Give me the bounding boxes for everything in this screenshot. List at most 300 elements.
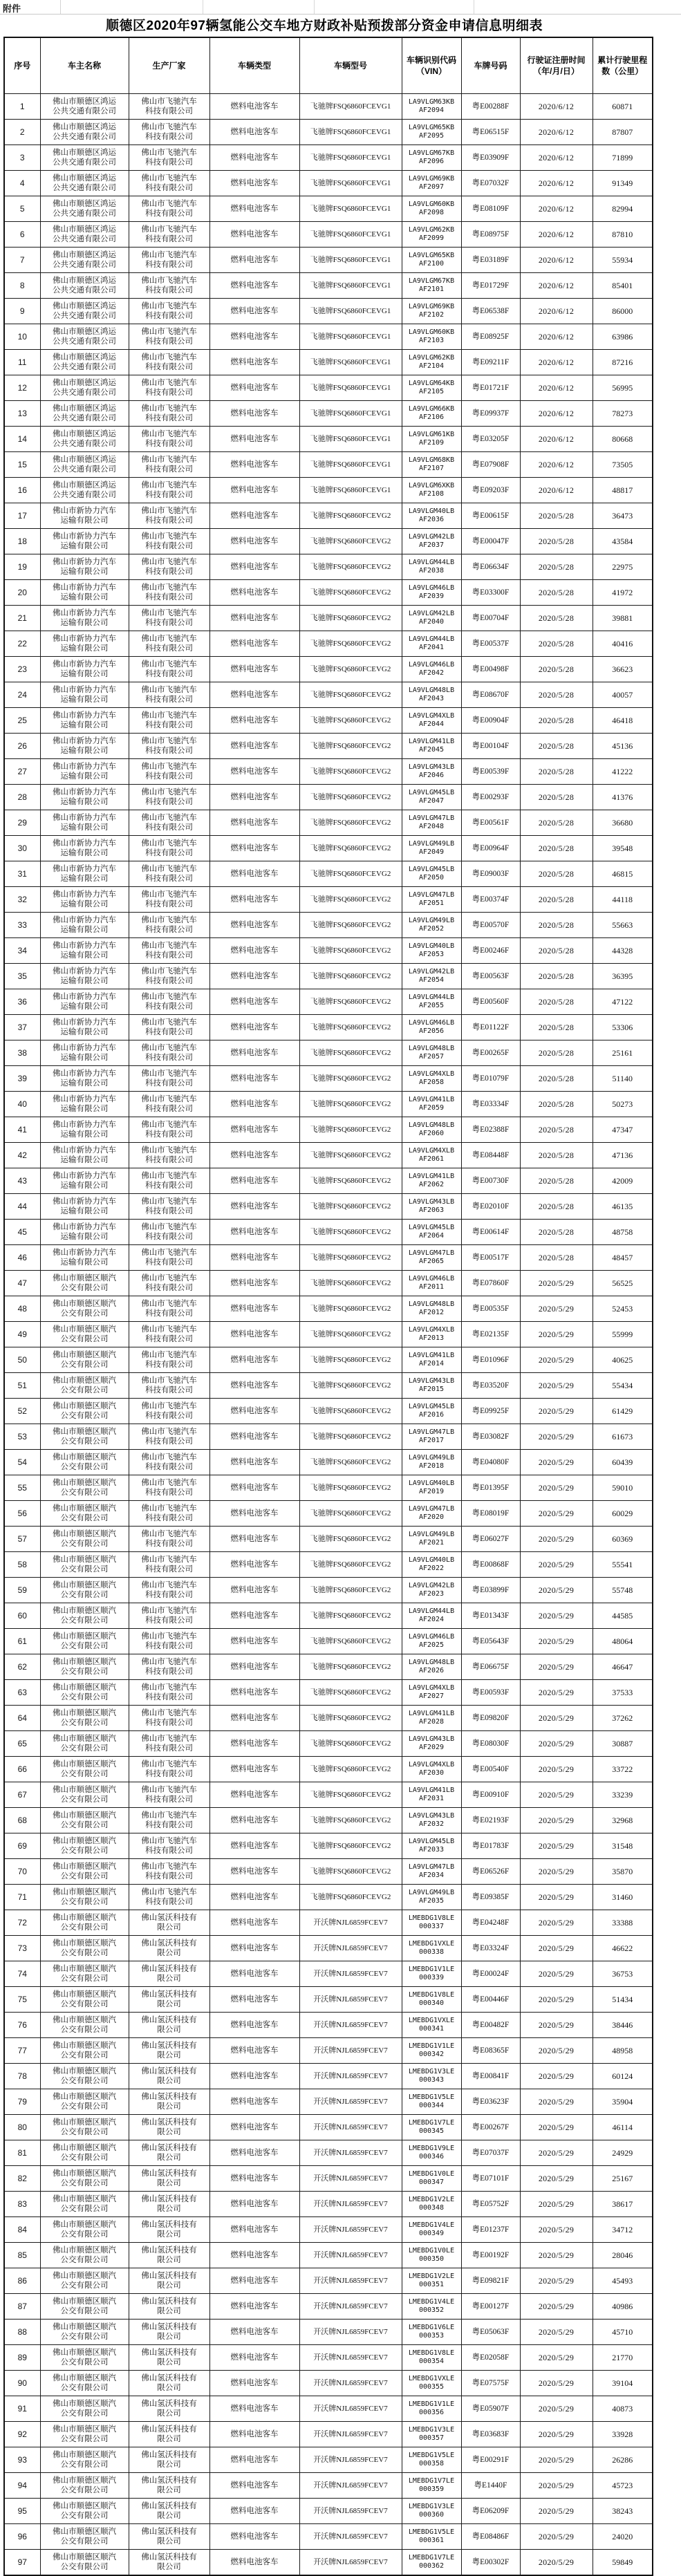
cell-owner: 佛山市顺德区顺汽公交有限公司 [40, 1910, 129, 1936]
cell-plate: 粤E00291F [461, 2447, 520, 2473]
table-row [4, 427, 653, 452]
table-row [4, 2140, 653, 2166]
cell-reg-date: 2020/5/28 [520, 606, 593, 631]
table-row [4, 1680, 653, 1706]
cell-seq: 11 [4, 350, 40, 375]
cell-vehicle-type: 燃料电池客车 [209, 989, 299, 1015]
cell-vin: LA9VLGM4XLBAF2027 [402, 1680, 461, 1706]
cell-reg-date: 2020/5/29 [520, 1501, 593, 1527]
cell-owner: 佛山市顺德区顺汽公交有限公司 [40, 1552, 129, 1578]
cell-owner: 佛山市顺德区顺汽公交有限公司 [40, 1808, 129, 1833]
cell-vehicle-type: 燃料电池客车 [209, 1347, 299, 1373]
cell-vehicle-type: 燃料电池客车 [209, 861, 299, 887]
cell-vin: LA9VLGM45LBAF2016 [402, 1399, 461, 1424]
table-row [4, 375, 653, 401]
cell-vehicle-type: 燃料电池客车 [209, 1475, 299, 1501]
cell-owner: 佛山市顺德区顺汽公交有限公司 [40, 2268, 129, 2294]
cell-reg-date: 2020/5/29 [520, 1629, 593, 1654]
cell-seq: 71 [4, 1885, 40, 1910]
table-row [4, 2499, 653, 2524]
cell-mileage: 40986 [593, 2294, 653, 2320]
cell-seq: 14 [4, 427, 40, 452]
cell-seq: 60 [4, 1603, 40, 1629]
cell-vin: LMEBDG1V8LE000340 [402, 1987, 461, 2013]
table-row [4, 1987, 653, 2013]
cell-reg-date: 2020/6/12 [520, 222, 593, 248]
cell-manufacturer: 佛山市飞驰汽车科技有限公司 [129, 299, 209, 324]
cell-model: 飞驰牌FSQ6860FCEVG2 [299, 1347, 402, 1373]
table-row [4, 1501, 653, 1527]
cell-reg-date: 2020/6/12 [520, 145, 593, 171]
cell-mileage: 26286 [593, 2447, 653, 2473]
cell-manufacturer: 佛山氢沃科技有限公司 [129, 2473, 209, 2499]
cell-plate: 粤E06538F [461, 299, 520, 324]
cell-reg-date: 2020/5/28 [520, 734, 593, 759]
cell-owner: 佛山市顺德区顺汽公交有限公司 [40, 1757, 129, 1782]
cell-seq: 96 [4, 2524, 40, 2550]
cell-model: 飞驰牌FSQ6860FCEVG2 [299, 1680, 402, 1706]
cell-manufacturer: 佛山氢沃科技有限公司 [129, 2192, 209, 2217]
cell-vehicle-type: 燃料电池客车 [209, 2320, 299, 2345]
cell-reg-date: 2020/5/29 [520, 1322, 593, 1347]
cell-model: 飞驰牌FSQ6860FCEVG1 [299, 401, 402, 427]
cell-owner: 佛山市顺德区顺汽公交有限公司 [40, 2499, 129, 2524]
cell-mileage: 46135 [593, 1194, 653, 1220]
cell-vin: LA9VLGM46LBAF2042 [402, 657, 461, 682]
cell-model: 飞驰牌FSQ6860FCEVG1 [299, 273, 402, 299]
cell-vehicle-type: 燃料电池客车 [209, 1910, 299, 1936]
cell-mileage: 36680 [593, 810, 653, 836]
cell-vin: LA9VLGM42LBAF2054 [402, 964, 461, 989]
cell-vehicle-type: 燃料电池客车 [209, 1220, 299, 1245]
cell-owner: 佛山市顺德区鸿运公共交通有限公司 [40, 452, 129, 478]
cell-vehicle-type: 燃料电池客车 [209, 2550, 299, 2576]
cell-vin: LA9VLGM46LBAF2056 [402, 1015, 461, 1040]
cell-plate: 粤E09937F [461, 401, 520, 427]
cell-reg-date: 2020/5/29 [520, 2192, 593, 2217]
cell-vehicle-type: 燃料电池客车 [209, 529, 299, 554]
cell-model: 开沃牌NJL6859FCEV7 [299, 2140, 402, 2166]
cell-model: 开沃牌NJL6859FCEV7 [299, 2038, 402, 2064]
cell-vehicle-type: 燃料电池客车 [209, 810, 299, 836]
cell-seq: 52 [4, 1399, 40, 1424]
cell-plate: 粤E07101F [461, 2166, 520, 2192]
cell-plate: 粤E06526F [461, 1859, 520, 1885]
cell-model: 开沃牌NJL6859FCEV7 [299, 2294, 402, 2320]
cell-owner: 佛山市新协力汽车运输有限公司 [40, 708, 129, 734]
cell-vehicle-type: 燃料电池客车 [209, 248, 299, 273]
cell-vehicle-type: 燃料电池客车 [209, 1092, 299, 1117]
cell-owner: 佛山市新协力汽车运输有限公司 [40, 1117, 129, 1143]
cell-plate: 粤E07032F [461, 171, 520, 196]
cell-model: 飞驰牌FSQ6860FCEVG2 [299, 1450, 402, 1475]
cell-reg-date: 2020/6/12 [520, 171, 593, 196]
cell-mileage: 40416 [593, 631, 653, 657]
cell-owner: 佛山市顺德区顺汽公交有限公司 [40, 1629, 129, 1654]
cell-seq: 76 [4, 2013, 40, 2038]
cell-vehicle-type: 燃料电池客车 [209, 1706, 299, 1731]
cell-plate: 粤E00615F [461, 503, 520, 529]
cell-vehicle-type: 燃料电池客车 [209, 734, 299, 759]
cell-model: 飞驰牌FSQ6860FCEVG2 [299, 1706, 402, 1731]
cell-model: 飞驰牌FSQ6860FCEVG2 [299, 1885, 402, 1910]
cell-mileage: 25161 [593, 1040, 653, 1066]
cell-vin: LA9VLGM67KBAF2101 [402, 273, 461, 299]
cell-model: 飞驰牌FSQ6860FCEVG1 [299, 196, 402, 222]
cell-model: 开沃牌NJL6859FCEV7 [299, 2166, 402, 2192]
cell-plate: 粤E05643F [461, 1629, 520, 1654]
cell-vin: LMEBDG1V5LE000344 [402, 2089, 461, 2115]
cell-manufacturer: 佛山市飞驰汽车科技有限公司 [129, 1527, 209, 1552]
cell-owner: 佛山市顺德区鸿运公共交通有限公司 [40, 350, 129, 375]
cell-model: 开沃牌NJL6859FCEV7 [299, 2396, 402, 2422]
cell-manufacturer: 佛山市飞驰汽车科技有限公司 [129, 554, 209, 580]
cell-manufacturer: 佛山市飞驰汽车科技有限公司 [129, 1296, 209, 1322]
cell-model: 飞驰牌FSQ6860FCEVG2 [299, 1859, 402, 1885]
cell-vin: LA9VLGM40LBAF2022 [402, 1552, 461, 1578]
cell-manufacturer: 佛山氢沃科技有限公司 [129, 2550, 209, 2576]
cell-owner: 佛山市顺德区顺汽公交有限公司 [40, 1936, 129, 1961]
cell-model: 飞驰牌FSQ6860FCEVG1 [299, 478, 402, 503]
cell-manufacturer: 佛山市飞驰汽车科技有限公司 [129, 529, 209, 554]
cell-vin: LA9VLGM64KBAF2105 [402, 375, 461, 401]
cell-plate: 粤E03334F [461, 1092, 520, 1117]
cell-owner: 佛山市顺德区顺汽公交有限公司 [40, 1450, 129, 1475]
cell-manufacturer: 佛山市飞驰汽车科技有限公司 [129, 350, 209, 375]
cell-reg-date: 2020/5/28 [520, 938, 593, 964]
cell-mileage: 37533 [593, 1680, 653, 1706]
cell-plate: 粤E02058F [461, 2345, 520, 2371]
cell-owner: 佛山市顺德区顺汽公交有限公司 [40, 2013, 129, 2038]
cell-manufacturer: 佛山市飞驰汽车科技有限公司 [129, 1757, 209, 1782]
cell-plate: 粤E03082F [461, 1424, 520, 1450]
cell-owner: 佛山市顺德区顺汽公交有限公司 [40, 1833, 129, 1859]
empty-cell [61, 0, 203, 14]
cell-seq: 82 [4, 2166, 40, 2192]
cell-mileage: 56995 [593, 375, 653, 401]
table-row [4, 708, 653, 734]
cell-reg-date: 2020/5/28 [520, 1194, 593, 1220]
table-row [4, 1782, 653, 1808]
cell-manufacturer: 佛山市飞驰汽车科技有限公司 [129, 196, 209, 222]
cell-seq: 19 [4, 554, 40, 580]
cell-mileage: 52453 [593, 1296, 653, 1322]
table-row [4, 1245, 653, 1271]
cell-mileage: 82994 [593, 196, 653, 222]
cell-owner: 佛山市顺德区顺汽公交有限公司 [40, 2473, 129, 2499]
cell-seq: 64 [4, 1706, 40, 1731]
cell-plate: 粤E04248F [461, 1910, 520, 1936]
cell-owner: 佛山市新协力汽车运输有限公司 [40, 1040, 129, 1066]
cell-model: 飞驰牌FSQ6860FCEVG2 [299, 861, 402, 887]
cell-plate: 粤E01122F [461, 1015, 520, 1040]
table-row [4, 1527, 653, 1552]
cell-plate: 粤E00288F [461, 94, 520, 120]
cell-plate: 粤E09925F [461, 1399, 520, 1424]
cell-vin: LA9VLGM41LBAF2045 [402, 734, 461, 759]
cell-seq: 38 [4, 1040, 40, 1066]
cell-vin: LA9VLGM61KBAF2109 [402, 427, 461, 452]
cell-owner: 佛山市新协力汽车运输有限公司 [40, 759, 129, 785]
cell-seq: 4 [4, 171, 40, 196]
cell-plate: 粤E00498F [461, 657, 520, 682]
cell-seq: 66 [4, 1757, 40, 1782]
cell-vehicle-type: 燃料电池客车 [209, 1757, 299, 1782]
cell-manufacturer: 佛山氢沃科技有限公司 [129, 2089, 209, 2115]
cell-vehicle-type: 燃料电池客车 [209, 2243, 299, 2268]
cell-model: 飞驰牌FSQ6860FCEVG2 [299, 759, 402, 785]
cell-manufacturer: 佛山市飞驰汽车科技有限公司 [129, 785, 209, 810]
cell-plate: 粤E00537F [461, 631, 520, 657]
cell-model: 飞驰牌FSQ6860FCEVG2 [299, 1833, 402, 1859]
cell-plate: 粤E00293F [461, 785, 520, 810]
cell-mileage: 28046 [593, 2243, 653, 2268]
cell-owner: 佛山市顺德区顺汽公交有限公司 [40, 1322, 129, 1347]
cell-mileage: 61673 [593, 1424, 653, 1450]
cell-mileage: 46647 [593, 1654, 653, 1680]
cell-plate: 粤E09821F [461, 2268, 520, 2294]
cell-model: 飞驰牌FSQ6860FCEVG2 [299, 1552, 402, 1578]
cell-owner: 佛山市顺德区顺汽公交有限公司 [40, 1603, 129, 1629]
table-row [4, 682, 653, 708]
cell-seq: 88 [4, 2320, 40, 2345]
cell-mileage: 86000 [593, 299, 653, 324]
cell-plate: 粤E06027F [461, 1527, 520, 1552]
cell-plate: 粤E09820F [461, 1706, 520, 1731]
cell-owner: 佛山市顺德区顺汽公交有限公司 [40, 2524, 129, 2550]
cell-vehicle-type: 燃料电池客车 [209, 606, 299, 631]
table-row [4, 606, 653, 631]
title-band [0, 15, 649, 37]
cell-plate: 粤E07860F [461, 1271, 520, 1296]
cell-vin: LA9VLGM42LBAF2040 [402, 606, 461, 631]
cell-manufacturer: 佛山市飞驰汽车科技有限公司 [129, 427, 209, 452]
cell-mileage: 87810 [593, 222, 653, 248]
cell-vehicle-type: 燃料电池客车 [209, 1399, 299, 1424]
cell-mileage: 45723 [593, 2473, 653, 2499]
cell-reg-date: 2020/5/29 [520, 2345, 593, 2371]
cell-model: 开沃牌NJL6859FCEV7 [299, 2345, 402, 2371]
cell-seq: 63 [4, 1680, 40, 1706]
cell-reg-date: 2020/5/29 [520, 2371, 593, 2396]
cell-seq: 84 [4, 2217, 40, 2243]
table-row [4, 1424, 653, 1450]
cell-seq: 35 [4, 964, 40, 989]
cell-owner: 佛山市顺德区顺汽公交有限公司 [40, 1859, 129, 1885]
cell-reg-date: 2020/5/29 [520, 2422, 593, 2447]
cell-mileage: 44328 [593, 938, 653, 964]
cell-vin: LA9VLGM43LBAF2046 [402, 759, 461, 785]
cell-mileage: 42009 [593, 1168, 653, 1194]
cell-model: 开沃牌NJL6859FCEV7 [299, 2217, 402, 2243]
table-row [4, 94, 653, 120]
cell-seq: 70 [4, 1859, 40, 1885]
cell-model: 飞驰牌FSQ6860FCEVG2 [299, 1322, 402, 1347]
cell-owner: 佛山市新协力汽车运输有限公司 [40, 1220, 129, 1245]
cell-mileage: 43584 [593, 529, 653, 554]
cell-mileage: 71899 [593, 145, 653, 171]
cell-vin: LMEBDG1V3LE000343 [402, 2064, 461, 2089]
cell-reg-date: 2020/5/28 [520, 785, 593, 810]
cell-vin: LA9VLGM41LBAF2014 [402, 1347, 461, 1373]
cell-reg-date: 2020/6/12 [520, 196, 593, 222]
cell-vin: LA9VLGM46LBAF2039 [402, 580, 461, 606]
cell-seq: 85 [4, 2243, 40, 2268]
cell-mileage: 45136 [593, 734, 653, 759]
cell-mileage: 36623 [593, 657, 653, 682]
subsidy-detail-table [3, 37, 653, 2576]
cell-reg-date: 2020/5/28 [520, 1168, 593, 1194]
cell-manufacturer: 佛山市飞驰汽车科技有限公司 [129, 1552, 209, 1578]
cell-manufacturer: 佛山市飞驰汽车科技有限公司 [129, 248, 209, 273]
cell-reg-date: 2020/5/29 [520, 2166, 593, 2192]
cell-plate: 粤E01729F [461, 273, 520, 299]
cell-seq: 90 [4, 2371, 40, 2396]
cell-owner: 佛山市新协力汽车运输有限公司 [40, 913, 129, 938]
table-row [4, 1629, 653, 1654]
cell-plate: 粤E08109F [461, 196, 520, 222]
cell-vehicle-type: 燃料电池客车 [209, 299, 299, 324]
cell-mileage: 47347 [593, 1117, 653, 1143]
cell-reg-date: 2020/5/28 [520, 887, 593, 913]
cell-plate: 粤E01079F [461, 1066, 520, 1092]
cell-vehicle-type: 燃料电池客车 [209, 2499, 299, 2524]
cell-plate: 粤E03324F [461, 1936, 520, 1961]
cell-vin: LA9VLGM41LBAF2031 [402, 1782, 461, 1808]
cell-model: 飞驰牌FSQ6860FCEVG2 [299, 1808, 402, 1833]
cell-seq: 8 [4, 273, 40, 299]
cell-plate: 粤E05907F [461, 2396, 520, 2422]
cell-seq: 69 [4, 1833, 40, 1859]
cell-model: 飞驰牌FSQ6860FCEVG1 [299, 324, 402, 350]
cell-manufacturer: 佛山市飞驰汽车科技有限公司 [129, 913, 209, 938]
cell-vehicle-type: 燃料电池客车 [209, 1271, 299, 1296]
cell-plate: 粤E08019F [461, 1501, 520, 1527]
table-row [4, 1808, 653, 1833]
cell-manufacturer: 佛山市飞驰汽车科技有限公司 [129, 759, 209, 785]
cell-plate: 粤E04080F [461, 1450, 520, 1475]
cell-vehicle-type: 燃料电池客车 [209, 1117, 299, 1143]
cell-vehicle-type: 燃料电池客车 [209, 964, 299, 989]
cell-manufacturer: 佛山市飞驰汽车科技有限公司 [129, 145, 209, 171]
cell-reg-date: 2020/5/28 [520, 503, 593, 529]
cell-vehicle-type: 燃料电池客车 [209, 759, 299, 785]
cell-plate: 粤E00561F [461, 810, 520, 836]
cell-model: 飞驰牌FSQ6860FCEVG2 [299, 1168, 402, 1194]
cell-reg-date: 2020/5/29 [520, 1654, 593, 1680]
cell-reg-date: 2020/5/29 [520, 1987, 593, 2013]
cell-model: 飞驰牌FSQ6860FCEVG2 [299, 836, 402, 861]
cell-manufacturer: 佛山市飞驰汽车科技有限公司 [129, 1654, 209, 1680]
cell-owner: 佛山市顺德区顺汽公交有限公司 [40, 1475, 129, 1501]
cell-reg-date: 2020/5/28 [520, 913, 593, 938]
cell-vin: LA9VLGM6XKBAF2108 [402, 478, 461, 503]
cell-vin: LA9VLGM47LBAF2065 [402, 1245, 461, 1271]
table-row [4, 1143, 653, 1168]
cell-seq: 55 [4, 1475, 40, 1501]
cell-vehicle-type: 燃料电池客车 [209, 1961, 299, 1987]
cell-vehicle-type: 燃料电池客车 [209, 375, 299, 401]
cell-owner: 佛山市顺德区鸿运公共交通有限公司 [40, 478, 129, 503]
cell-seq: 9 [4, 299, 40, 324]
cell-seq: 13 [4, 401, 40, 427]
cell-plate: 粤E1440F [461, 2473, 520, 2499]
cell-vehicle-type: 燃料电池客车 [209, 94, 299, 120]
cell-seq: 7 [4, 248, 40, 273]
cell-seq: 77 [4, 2038, 40, 2064]
cell-plate: 粤E09003F [461, 861, 520, 887]
cell-plate: 粤E00904F [461, 708, 520, 734]
cell-manufacturer: 佛山市飞驰汽车科技有限公司 [129, 1731, 209, 1757]
col-header-owner: 车主名称 [40, 37, 129, 94]
cell-reg-date: 2020/5/28 [520, 1040, 593, 1066]
cell-vin: LA9VLGM48LBAF2043 [402, 682, 461, 708]
cell-mileage: 31460 [593, 1885, 653, 1910]
cell-seq: 91 [4, 2396, 40, 2422]
cell-owner: 佛山市顺德区顺汽公交有限公司 [40, 1782, 129, 1808]
cell-reg-date: 2020/5/29 [520, 2217, 593, 2243]
cell-mileage: 73505 [593, 452, 653, 478]
table-row [4, 1040, 653, 1066]
cell-seq: 57 [4, 1527, 40, 1552]
cell-manufacturer: 佛山市飞驰汽车科技有限公司 [129, 964, 209, 989]
cell-vin: LA9VLGM44LBAF2041 [402, 631, 461, 657]
cell-reg-date: 2020/5/29 [520, 1859, 593, 1885]
cell-reg-date: 2020/5/29 [520, 1603, 593, 1629]
cell-manufacturer: 佛山市飞驰汽车科技有限公司 [129, 606, 209, 631]
cell-mileage: 24929 [593, 2140, 653, 2166]
cell-model: 飞驰牌FSQ6860FCEVG2 [299, 1654, 402, 1680]
cell-vehicle-type: 燃料电池客车 [209, 1680, 299, 1706]
cell-reg-date: 2020/5/29 [520, 2396, 593, 2422]
cell-owner: 佛山市新协力汽车运输有限公司 [40, 580, 129, 606]
cell-owner: 佛山市顺德区顺汽公交有限公司 [40, 2064, 129, 2089]
cell-reg-date: 2020/5/29 [520, 1706, 593, 1731]
cell-owner: 佛山市顺德区鸿运公共交通有限公司 [40, 196, 129, 222]
cell-mileage: 34712 [593, 2217, 653, 2243]
cell-mileage: 39548 [593, 836, 653, 861]
table-row [4, 2268, 653, 2294]
cell-manufacturer: 佛山氢沃科技有限公司 [129, 2294, 209, 2320]
cell-owner: 佛山市顺德区顺汽公交有限公司 [40, 1373, 129, 1399]
cell-reg-date: 2020/5/29 [520, 1885, 593, 1910]
cell-vin: LA9VLGM4XLBAF2044 [402, 708, 461, 734]
cell-model: 飞驰牌FSQ6860FCEVG2 [299, 989, 402, 1015]
cell-vehicle-type: 燃料电池客车 [209, 2345, 299, 2371]
cell-reg-date: 2020/5/28 [520, 1220, 593, 1245]
cell-vehicle-type: 燃料电池客车 [209, 2268, 299, 2294]
cell-owner: 佛山市新协力汽车运输有限公司 [40, 836, 129, 861]
cell-mileage: 45493 [593, 2268, 653, 2294]
cell-manufacturer: 佛山市飞驰汽车科技有限公司 [129, 1475, 209, 1501]
cell-vin: LA9VLGM60KBAF2103 [402, 324, 461, 350]
cell-vin: LA9VLGM66KBAF2106 [402, 401, 461, 427]
cell-vehicle-type: 燃料电池客车 [209, 913, 299, 938]
cell-reg-date: 2020/5/29 [520, 1910, 593, 1936]
cell-plate: 粤E00104F [461, 734, 520, 759]
cell-reg-date: 2020/5/29 [520, 2550, 593, 2576]
cell-reg-date: 2020/5/28 [520, 657, 593, 682]
cell-model: 飞驰牌FSQ6860FCEVG2 [299, 1373, 402, 1399]
cell-reg-date: 2020/5/29 [520, 1399, 593, 1424]
table-row [4, 2473, 653, 2499]
cell-plate: 粤E00539F [461, 759, 520, 785]
cell-seq: 10 [4, 324, 40, 350]
cell-model: 飞驰牌FSQ6860FCEVG2 [299, 887, 402, 913]
cell-model: 开沃牌NJL6859FCEV7 [299, 2013, 402, 2038]
cell-model: 飞驰牌FSQ6860FCEVG1 [299, 452, 402, 478]
cell-seq: 44 [4, 1194, 40, 1220]
